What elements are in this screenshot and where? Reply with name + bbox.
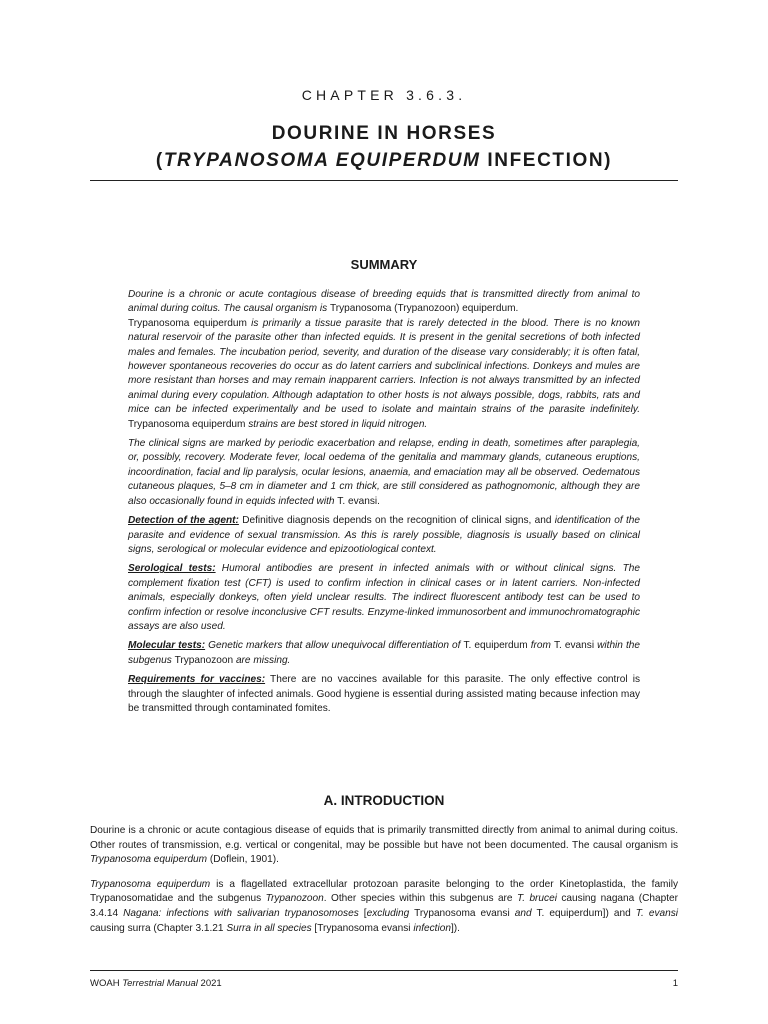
- introduction-section: [90, 824, 678, 946]
- intro-paragraph-1: Dourine is a chronic or acute contagious disease of equids that is primarily transmitted directly from animal to animal during coitus. Other routes of transmission, e.g. vertical or congenital, may be possible but have not been documented. The causal organism is Trypanosoma equiperdum (Doflein, 1901).: [90, 825, 678, 866]
- summary-paragraph-overview: Dourine is a chronic or acute contagious disease of breeding equids that is transmitted directly from animal to animal during coitus. The causal organism is Trypanosoma (Trypanozoon) equiperdum. Trypanosoma equiperdum is primarily a tissue parasite that is rarely detected in the blood. There is no known natural reservoir of the parasite other than infected equids. It is present in the genital secretions of both infected males and females. The incubation period, severity, and duration of the disease vary considerably; it is often fatal, however spontaneous recoveries do occur as do latent carriers and subclinical infections. Donkeys and mules are more resistant than horses and may remain inapparent carriers. Infection is not always transmitted by an infected animal during every copulation. Although adaptation to other hosts is not always possible, dogs, rabbits, rats and mice can be infected experimentally and be used to isolate and maintain strains of the parasite indefinitely. Trypanosoma equiperdum strains are best stored in liquid nitrogen.: [128, 289, 640, 430]
- footer-divider: [90, 970, 678, 971]
- title-species: TRYPANOSOMA EQUIPERDUM: [163, 150, 481, 171]
- summary-heading: SUMMARY: [350, 257, 418, 272]
- summary-paragraph-serology: Serological tests: Humoral antibodies are present in infected animals with or without clinical signs. The complement fixation test (CFT) is used to confirm infection in clinical cases or in latent carriers. Non-infected animals, especially donkeys, often yield unclear results. The indirect fluorescent antibody test can be used to confirm infection or resolve inconclusive CFT results. Enzyme-linked immunosorbent and immunochromatographic assays are also used.: [128, 563, 640, 632]
- introduction-heading: A. INTRODUCTION: [323, 793, 445, 808]
- summary-paragraph-molecular: Molecular tests: Genetic markers that allow unequivocal differentiation of T. equiperdum from T. evansi within the subgenus Trypanozoon are missing.: [128, 640, 640, 666]
- page-title: [0, 120, 768, 174]
- title-line-1: DOURINE IN HORSES: [271, 123, 497, 144]
- summary-paragraph-vaccines: Requirements for vaccines: There are no vaccines available for this parasite. The only effective control is through the slaughter of infected animals. Good hygiene is essential during assisted mating because infection may be transmitted through contaminated fomites.: [128, 674, 640, 714]
- summary-paragraph-clinical-signs: The clinical signs are marked by periodic exacerbation and relapse, ending in death, sometimes after paraplegia, or, possibly, recovery. Moderate fever, local oedema of the genitalia and mammary glands, cutaneous eruptions, incoordination, facial and lip paralysis, ocular lesions, anaemia, and emaciation may all be observed. Oedematous cutaneous plaques, 5–8 cm in diameter and 1 cm thick, are still considered as pathognomonic, although they are also occasionally found in equids infected with T. evansi.: [128, 438, 640, 507]
- summary-section: [128, 288, 640, 721]
- title-divider: [90, 180, 678, 181]
- title-line-2: (TRYPANOSOMA EQUIPERDUM INFECTION): [155, 150, 613, 171]
- intro-paragraph-2: Trypanosoma equiperdum is a flagellated extracellular protozoan parasite belonging to the order Kinetoplastida, the family Trypanosomatidae and the subgenus Trypanozoon. Other species within this subgenus are T. brucei causing nagana (Chapter 3.4.14 Nagana: infections with salivarian trypanosomoses [excluding Trypanosoma evansi and T. equiperdum]) and T. evansi causing surra (Chapter 3.1.21 Surra in all species [Trypanosoma evansi infection]).: [90, 878, 679, 934]
- footer-source: WOAH Terrestrial Manual 2021: [90, 978, 222, 989]
- page-number: 1: [672, 978, 678, 989]
- summary-paragraph-detection: Detection of the agent: Definitive diagnosis depends on the recognition of clinical signs, and identification of the parasite and evidence of sexual transmission. As this is rarely possible, diagnosis is usually based on clinical signs, serological or molecular evidence and epizootiological context.: [128, 515, 640, 555]
- chapter-number: CHAPTER 3.6.3.: [301, 87, 467, 103]
